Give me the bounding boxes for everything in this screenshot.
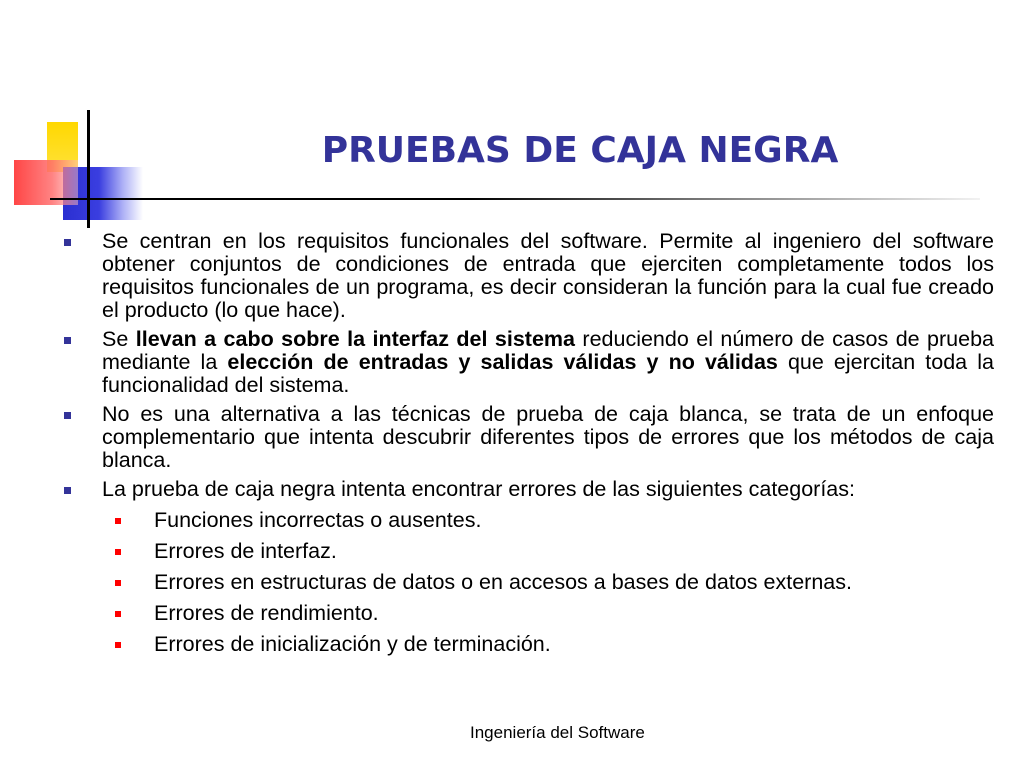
sub-bullet-item [60, 633, 994, 656]
sub-bullet-text: Funciones incorrectas o ausentes. [154, 508, 482, 532]
sub-bullet-text: Errores de rendimiento. [154, 601, 379, 625]
sub-bullet-list [60, 509, 994, 656]
red-square-bullet-icon [115, 518, 121, 524]
sub-bullet-item [60, 602, 994, 625]
slide-content [60, 230, 994, 664]
square-bullet-icon [64, 239, 71, 246]
decor-vertical-line [87, 110, 90, 228]
bullet-text: Se centran en los requisitos funcionales del software. Permite al ingeniero del software obtener conjuntos de condiciones de entrada que ejerciten completamente todos los requisitos funcionales de un programa, es decir consideran la función para la cual fue creado el producto (lo que hace). [102, 229, 994, 322]
sub-bullet-text: Errores de interfaz. [154, 539, 337, 563]
bullet-text-bold: elección de entradas y salidas válidas y no válidas [227, 350, 778, 374]
sub-bullet-text: Errores en estructuras de datos o en accesos a bases de datos externas. [154, 570, 852, 594]
slide-title: PRUEBAS DE CAJA NEGRA [321, 130, 839, 171]
bullet-item [60, 328, 994, 397]
bullet-text: La prueba de caja negra intenta encontrar errores de las siguientes categorías: [102, 477, 855, 501]
square-bullet-icon [64, 337, 71, 344]
decor-white-square [78, 122, 110, 167]
slide-footer: Ingeniería del Software [470, 723, 645, 742]
square-bullet-icon [64, 487, 71, 494]
red-square-bullet-icon [115, 642, 121, 648]
bullet-item [60, 230, 994, 322]
title-underline [50, 198, 980, 200]
bullet-text-part: que ejercitan toda la funcionalidad del sistema. [102, 350, 994, 397]
bullet-item [60, 478, 994, 501]
red-square-bullet-icon [115, 549, 121, 555]
bullet-text-bold: llevan a cabo sobre la interfaz del sistema [135, 327, 575, 351]
bullet-item [60, 403, 994, 472]
bullet-text-part: Se [102, 327, 136, 351]
sub-bullet-text: Errores de inicialización y de terminación. [154, 632, 551, 656]
bullet-text-part: reduciendo el número de casos de prueba mediante la [102, 327, 995, 374]
sub-bullet-item [60, 509, 994, 532]
bullet-text: No es una alternativa a las técnicas de prueba de caja blanca, se trata de un enfoque complementario que intenta descubrir diferentes tipos de errores que los métodos de caja blanca. [102, 402, 994, 472]
square-bullet-icon [64, 412, 71, 419]
sub-bullet-item [60, 540, 994, 563]
red-square-bullet-icon [115, 611, 121, 617]
red-square-bullet-icon [115, 580, 121, 586]
sub-bullet-item [60, 571, 994, 594]
